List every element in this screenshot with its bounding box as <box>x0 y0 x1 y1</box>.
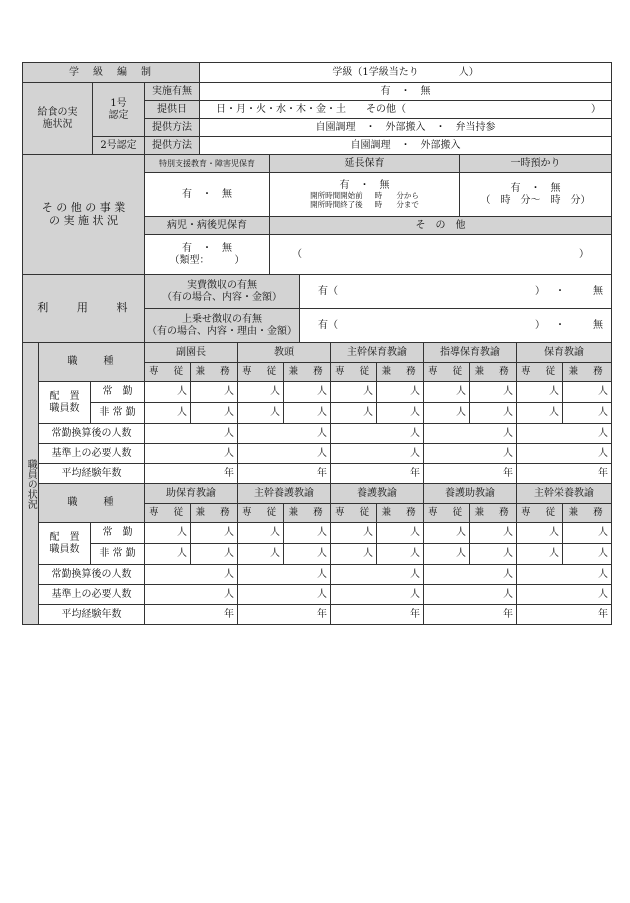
regular-count-cell[interactable]: 人 <box>377 382 424 403</box>
meal-method1-value[interactable]: 自園調理 ・ 外部搬入 ・ 弁当持参 <box>200 119 612 137</box>
nonregular-count-cell[interactable]: 人 <box>284 403 331 424</box>
regular-label: 常 勤 <box>91 523 145 544</box>
class-org-value[interactable]: 学級（1学級当たり 人） <box>200 63 612 83</box>
avg-years-label: 平均経験年数 <box>39 605 145 625</box>
role-header: 主幹保育教諭 <box>331 343 424 363</box>
meal-label: 給食の実 施状況 <box>23 83 93 155</box>
part-time-header: 兼 務 <box>563 504 612 523</box>
job-type-label: 職 種 <box>39 484 145 523</box>
nonregular-count-cell[interactable]: 人 <box>470 403 517 424</box>
regular-count-cell[interactable]: 人 <box>238 382 284 403</box>
role-header: 保育教諭 <box>517 343 612 363</box>
class-org-label: 学 級 編 制 <box>23 63 200 83</box>
job-type-label: 職 種 <box>39 343 145 382</box>
cert2-label: 2号認定 <box>93 137 145 155</box>
nonregular-count-cell[interactable]: 人 <box>145 544 191 565</box>
nonregular-count-cell[interactable]: 人 <box>145 403 191 424</box>
meal-impl-value[interactable]: 有 ・ 無 <box>200 83 612 101</box>
role-header: 主幹養護教諭 <box>238 484 331 504</box>
meal-method2-value[interactable]: 自園調理 ・ 外部搬入 <box>200 137 612 155</box>
regular-label: 常 勤 <box>91 382 145 403</box>
role-header: 副園長 <box>145 343 238 363</box>
part-time-header: 兼 務 <box>191 504 238 523</box>
regular-count-cell[interactable]: 人 <box>145 382 191 403</box>
avg-years-cell[interactable]: 年 <box>238 605 331 625</box>
required-label: 基準上の必要人数 <box>39 444 145 464</box>
required-cell[interactable]: 人 <box>331 585 424 605</box>
nonregular-count-cell[interactable]: 人 <box>377 544 424 565</box>
converted-cell[interactable]: 人 <box>424 424 517 444</box>
temporary-care-label: 一時預かり <box>460 155 612 173</box>
regular-count-cell[interactable]: 人 <box>191 523 238 544</box>
required-cell[interactable]: 人 <box>424 444 517 464</box>
part-time-header: 兼 務 <box>284 363 331 382</box>
regular-count-cell[interactable]: 人 <box>424 523 470 544</box>
actual-fee-label: 実費徴収の有無 （有の場合、内容・金額） <box>145 275 300 309</box>
full-time-header: 専 従 <box>424 504 470 523</box>
full-time-header: 専 従 <box>424 363 470 382</box>
assigned-l1: 配 置 <box>49 532 80 543</box>
regular-count-cell[interactable]: 人 <box>331 382 377 403</box>
full-time-header: 専 従 <box>238 504 284 523</box>
role-header: 養護助教諭 <box>424 484 517 504</box>
avg-years-cell[interactable]: 年 <box>331 464 424 484</box>
avg-years-cell[interactable]: 年 <box>145 464 238 484</box>
avg-years-label: 平均経験年数 <box>39 464 145 484</box>
role-header: 養護教諭 <box>331 484 424 504</box>
role-header: 助保育教諭 <box>145 484 238 504</box>
required-cell[interactable]: 人 <box>424 585 517 605</box>
nonregular-count-cell[interactable]: 人 <box>424 403 470 424</box>
nonregular-count-cell[interactable]: 人 <box>191 403 238 424</box>
full-time-header: 専 従 <box>517 363 563 382</box>
nonregular-count-cell[interactable]: 人 <box>331 403 377 424</box>
avg-years-cell[interactable]: 年 <box>424 464 517 484</box>
nonregular-count-cell[interactable]: 人 <box>377 403 424 424</box>
regular-count-cell[interactable]: 人 <box>284 523 331 544</box>
regular-count-cell[interactable]: 人 <box>284 382 331 403</box>
meal-method1-label: 提供方法 <box>145 119 200 137</box>
nonregular-label: 非 常 勤 <box>91 403 145 424</box>
full-time-header: 専 従 <box>145 363 191 382</box>
full-time-header: 専 従 <box>238 363 284 382</box>
special-support-value[interactable]: 有 ・ 無 <box>145 173 270 217</box>
regular-count-cell[interactable]: 人 <box>424 382 470 403</box>
nonregular-count-cell[interactable]: 人 <box>563 544 612 565</box>
full-time-header: 専 従 <box>517 504 563 523</box>
upper-table <box>22 62 612 343</box>
others-value[interactable]: （ ） <box>270 235 612 275</box>
sick-child-value[interactable]: 有 ・ 無 （類型： ） <box>145 235 270 275</box>
role-header: 指導保育教諭 <box>424 343 517 363</box>
required-cell[interactable]: 人 <box>238 444 331 464</box>
nonregular-count-cell[interactable]: 人 <box>238 544 284 565</box>
cert1-label: 1号 認定 <box>93 83 145 137</box>
required-cell[interactable]: 人 <box>145 444 238 464</box>
meal-days-value[interactable]: 日・月・火・水・木・金・土 その他（ ） <box>200 101 612 119</box>
sick-child-label: 病児・病後児保育 <box>145 217 270 235</box>
required-cell[interactable]: 人 <box>517 444 612 464</box>
others-label: そ の 他 <box>270 217 612 235</box>
assigned-l1: 配 置 <box>49 391 80 402</box>
full-time-header: 専 従 <box>331 363 377 382</box>
regular-count-cell[interactable]: 人 <box>517 523 563 544</box>
extra-fee-label: 上乗せ徴収の有無 （有の場合、内容・理由・金額） <box>145 309 300 343</box>
nonregular-count-cell[interactable]: 人 <box>517 544 563 565</box>
full-time-header: 専 従 <box>331 504 377 523</box>
required-cell[interactable]: 人 <box>331 444 424 464</box>
converted-cell[interactable]: 人 <box>238 565 331 585</box>
avg-years-cell[interactable]: 年 <box>238 464 331 484</box>
part-time-header: 兼 務 <box>377 504 424 523</box>
meal-method2-label: 提供方法 <box>145 137 200 155</box>
regular-count-cell[interactable]: 人 <box>191 382 238 403</box>
assigned-staff-label <box>39 382 91 424</box>
part-time-header: 兼 務 <box>470 504 517 523</box>
meal-days-label: 提供日 <box>145 101 200 119</box>
part-time-header: 兼 務 <box>470 363 517 382</box>
regular-count-cell[interactable]: 人 <box>145 523 191 544</box>
required-label: 基準上の必要人数 <box>39 585 145 605</box>
assigned-staff-label <box>39 523 91 565</box>
staff-table <box>22 342 612 625</box>
converted-cell[interactable]: 人 <box>145 565 238 585</box>
ext-before: 開所時間開始前 時 分から <box>310 191 419 201</box>
nonregular-label: 非 常 勤 <box>91 544 145 565</box>
assigned-l2: 職員数 <box>49 402 80 414</box>
assigned-l2: 職員数 <box>49 543 80 555</box>
part-time-header: 兼 務 <box>284 504 331 523</box>
nonregular-count-cell[interactable]: 人 <box>470 544 517 565</box>
nonregular-count-cell[interactable]: 人 <box>331 544 377 565</box>
converted-label: 常勤換算後の人数 <box>39 565 145 585</box>
converted-cell[interactable]: 人 <box>331 424 424 444</box>
avg-years-cell[interactable]: 年 <box>517 605 612 625</box>
avg-years-cell[interactable]: 年 <box>331 605 424 625</box>
other-services-label: そ の 他 の 事 業 の 実 施 状 況 <box>23 155 145 275</box>
converted-cell[interactable]: 人 <box>517 424 612 444</box>
extended-care-value[interactable]: 有 ・ 無 開所時間開始前 時 分から 開所時間終了後 時 分まで <box>270 173 460 217</box>
form-sheet <box>22 62 611 625</box>
avg-years-cell[interactable]: 年 <box>145 605 238 625</box>
converted-label: 常勤換算後の人数 <box>39 424 145 444</box>
nonregular-count-cell[interactable]: 人 <box>191 544 238 565</box>
regular-count-cell[interactable]: 人 <box>563 382 612 403</box>
part-time-header: 兼 務 <box>563 363 612 382</box>
avg-years-cell[interactable]: 年 <box>424 605 517 625</box>
avg-years-cell[interactable]: 年 <box>517 464 612 484</box>
part-time-header: 兼 務 <box>377 363 424 382</box>
regular-count-cell[interactable]: 人 <box>238 523 284 544</box>
required-cell[interactable]: 人 <box>238 585 331 605</box>
temporary-care-value[interactable]: 有 ・ 無 （ 時 分〜 時 分） <box>460 173 612 217</box>
extra-fee-value[interactable]: 有（ ） ・ 無 <box>300 309 612 343</box>
nonregular-count-cell[interactable]: 人 <box>424 544 470 565</box>
regular-count-cell[interactable]: 人 <box>517 382 563 403</box>
staff-section-label: 職員の状況 <box>23 343 39 625</box>
regular-count-cell[interactable]: 人 <box>470 382 517 403</box>
regular-count-cell[interactable]: 人 <box>563 523 612 544</box>
actual-fee-value[interactable]: 有（ ） ・ 無 <box>300 275 612 309</box>
nonregular-count-cell[interactable]: 人 <box>238 403 284 424</box>
extended-care-label: 延長保育 <box>270 155 460 173</box>
ext-after: 開所時間終了後 時 分まで <box>310 200 419 210</box>
nonregular-count-cell[interactable]: 人 <box>517 403 563 424</box>
regular-count-cell[interactable]: 人 <box>377 523 424 544</box>
required-cell[interactable]: 人 <box>145 585 238 605</box>
special-support-label: 特別支援教育・障害児保育 <box>145 155 270 173</box>
converted-cell[interactable]: 人 <box>238 424 331 444</box>
required-cell[interactable]: 人 <box>517 585 612 605</box>
nonregular-count-cell[interactable]: 人 <box>284 544 331 565</box>
meal-impl-label: 実施有無 <box>145 83 200 101</box>
role-header: 主幹栄養教諭 <box>517 484 612 504</box>
regular-count-cell[interactable]: 人 <box>331 523 377 544</box>
nonregular-count-cell[interactable]: 人 <box>563 403 612 424</box>
regular-count-cell[interactable]: 人 <box>470 523 517 544</box>
full-time-header: 専 従 <box>145 504 191 523</box>
converted-cell[interactable]: 人 <box>517 565 612 585</box>
part-time-header: 兼 務 <box>191 363 238 382</box>
converted-cell[interactable]: 人 <box>331 565 424 585</box>
role-header: 教頭 <box>238 343 331 363</box>
fees-label: 利 用 料 <box>23 275 145 343</box>
converted-cell[interactable]: 人 <box>145 424 238 444</box>
converted-cell[interactable]: 人 <box>424 565 517 585</box>
